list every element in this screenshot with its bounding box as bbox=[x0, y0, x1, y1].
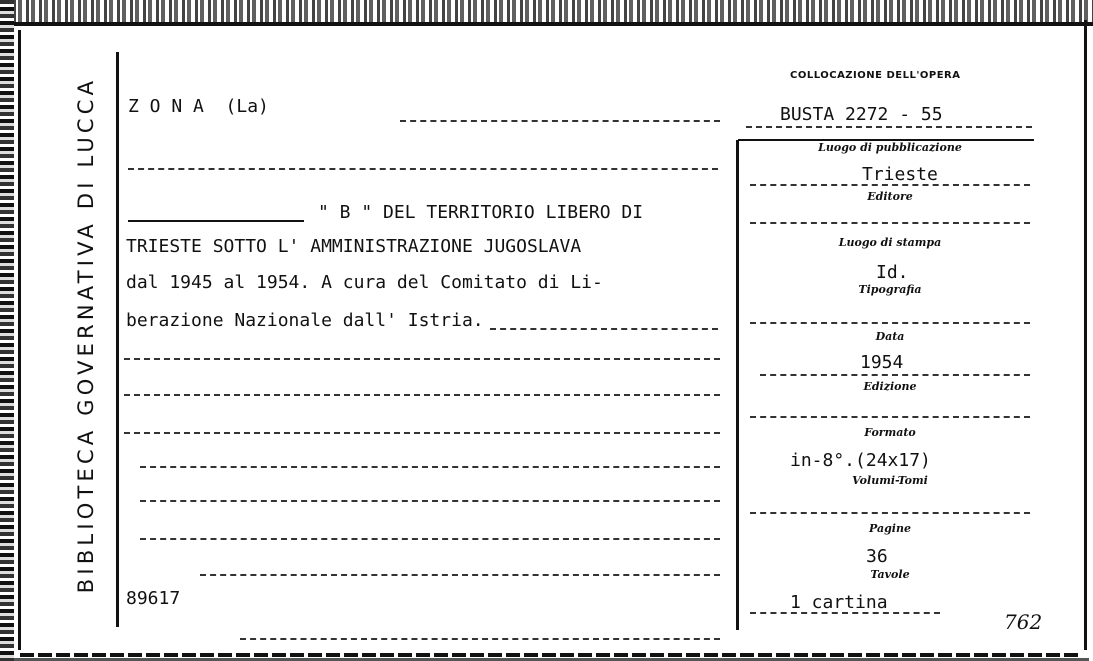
title-underline bbox=[128, 220, 304, 222]
dotted-line bbox=[124, 432, 720, 434]
card-top-border bbox=[0, 22, 1093, 26]
inventory-number: 89617 bbox=[126, 588, 181, 609]
dotted-line bbox=[760, 374, 1030, 376]
collocazione-label: COLLOCAZIONE DELL'OPERA bbox=[790, 70, 961, 81]
tavole-value: 1 cartina bbox=[790, 592, 888, 613]
library-name-strip bbox=[62, 40, 110, 630]
data-value: 1954 bbox=[860, 352, 904, 373]
formato-value: in-8°.(24x17) bbox=[790, 450, 931, 471]
pagine-value: 36 bbox=[866, 546, 888, 567]
formato-label: Formato bbox=[864, 426, 916, 439]
dotted-line bbox=[140, 466, 720, 468]
library-name: BIBLIOTECA GOVERNATIVA DI LUCCA bbox=[74, 76, 98, 594]
author-heading: Z O N A (La) bbox=[128, 96, 269, 117]
dotted-line bbox=[140, 500, 720, 502]
fields-column-rule bbox=[736, 140, 739, 630]
luogo-stampa-value: Id. bbox=[876, 262, 909, 283]
title-line-1: " B " DEL TERRITORIO LIBERO DI bbox=[318, 202, 644, 223]
collocazione-value: BUSTA 2272 - 55 bbox=[780, 104, 943, 125]
dotted-line bbox=[750, 612, 940, 614]
dotted-line bbox=[124, 358, 720, 360]
dotted-line bbox=[750, 322, 1030, 324]
card-right-border bbox=[1084, 20, 1087, 650]
dotted-line bbox=[400, 120, 720, 122]
scan-edge-top bbox=[0, 0, 1093, 22]
tavole-label: Tavole bbox=[870, 568, 910, 581]
volumi-label: Volumi-Tomi bbox=[852, 474, 928, 487]
dotted-line bbox=[750, 184, 1030, 186]
margin-rule bbox=[116, 52, 119, 627]
dotted-line bbox=[750, 512, 1030, 514]
dotted-line bbox=[124, 394, 720, 396]
handwritten-note: 762 bbox=[1004, 610, 1043, 634]
dotted-line bbox=[750, 416, 1030, 418]
dotted-line bbox=[240, 638, 720, 640]
dotted-line bbox=[140, 538, 720, 540]
editore-label: Editore bbox=[867, 190, 913, 203]
dotted-line bbox=[490, 328, 718, 330]
scan-edge-left bbox=[0, 0, 14, 661]
card-bottom-border bbox=[20, 653, 1080, 657]
edizione-label: Edizione bbox=[863, 380, 917, 393]
dotted-line bbox=[128, 168, 718, 170]
luogo-pubblicazione-label: Luogo di pubblicazione bbox=[818, 141, 962, 154]
pagine-label: Pagine bbox=[869, 522, 911, 535]
dotted-line bbox=[750, 222, 1030, 224]
luogo-pubblicazione-value: Trieste bbox=[862, 164, 938, 185]
data-label: Data bbox=[875, 330, 905, 343]
title-line-4: berazione Nazionale dall' Istria. bbox=[126, 310, 484, 331]
dotted-line bbox=[200, 574, 720, 576]
title-line-2: TRIESTE SOTTO L' AMMINISTRAZIONE JUGOSLAVA bbox=[126, 236, 582, 257]
title-line-3: dal 1945 al 1954. A cura del Comitato di Li- bbox=[126, 272, 603, 293]
card-left-border bbox=[18, 30, 21, 650]
dotted-line bbox=[746, 126, 1032, 128]
tipografia-label: Tipografia bbox=[858, 283, 922, 296]
luogo-stampa-label: Luogo di stampa bbox=[838, 236, 942, 249]
